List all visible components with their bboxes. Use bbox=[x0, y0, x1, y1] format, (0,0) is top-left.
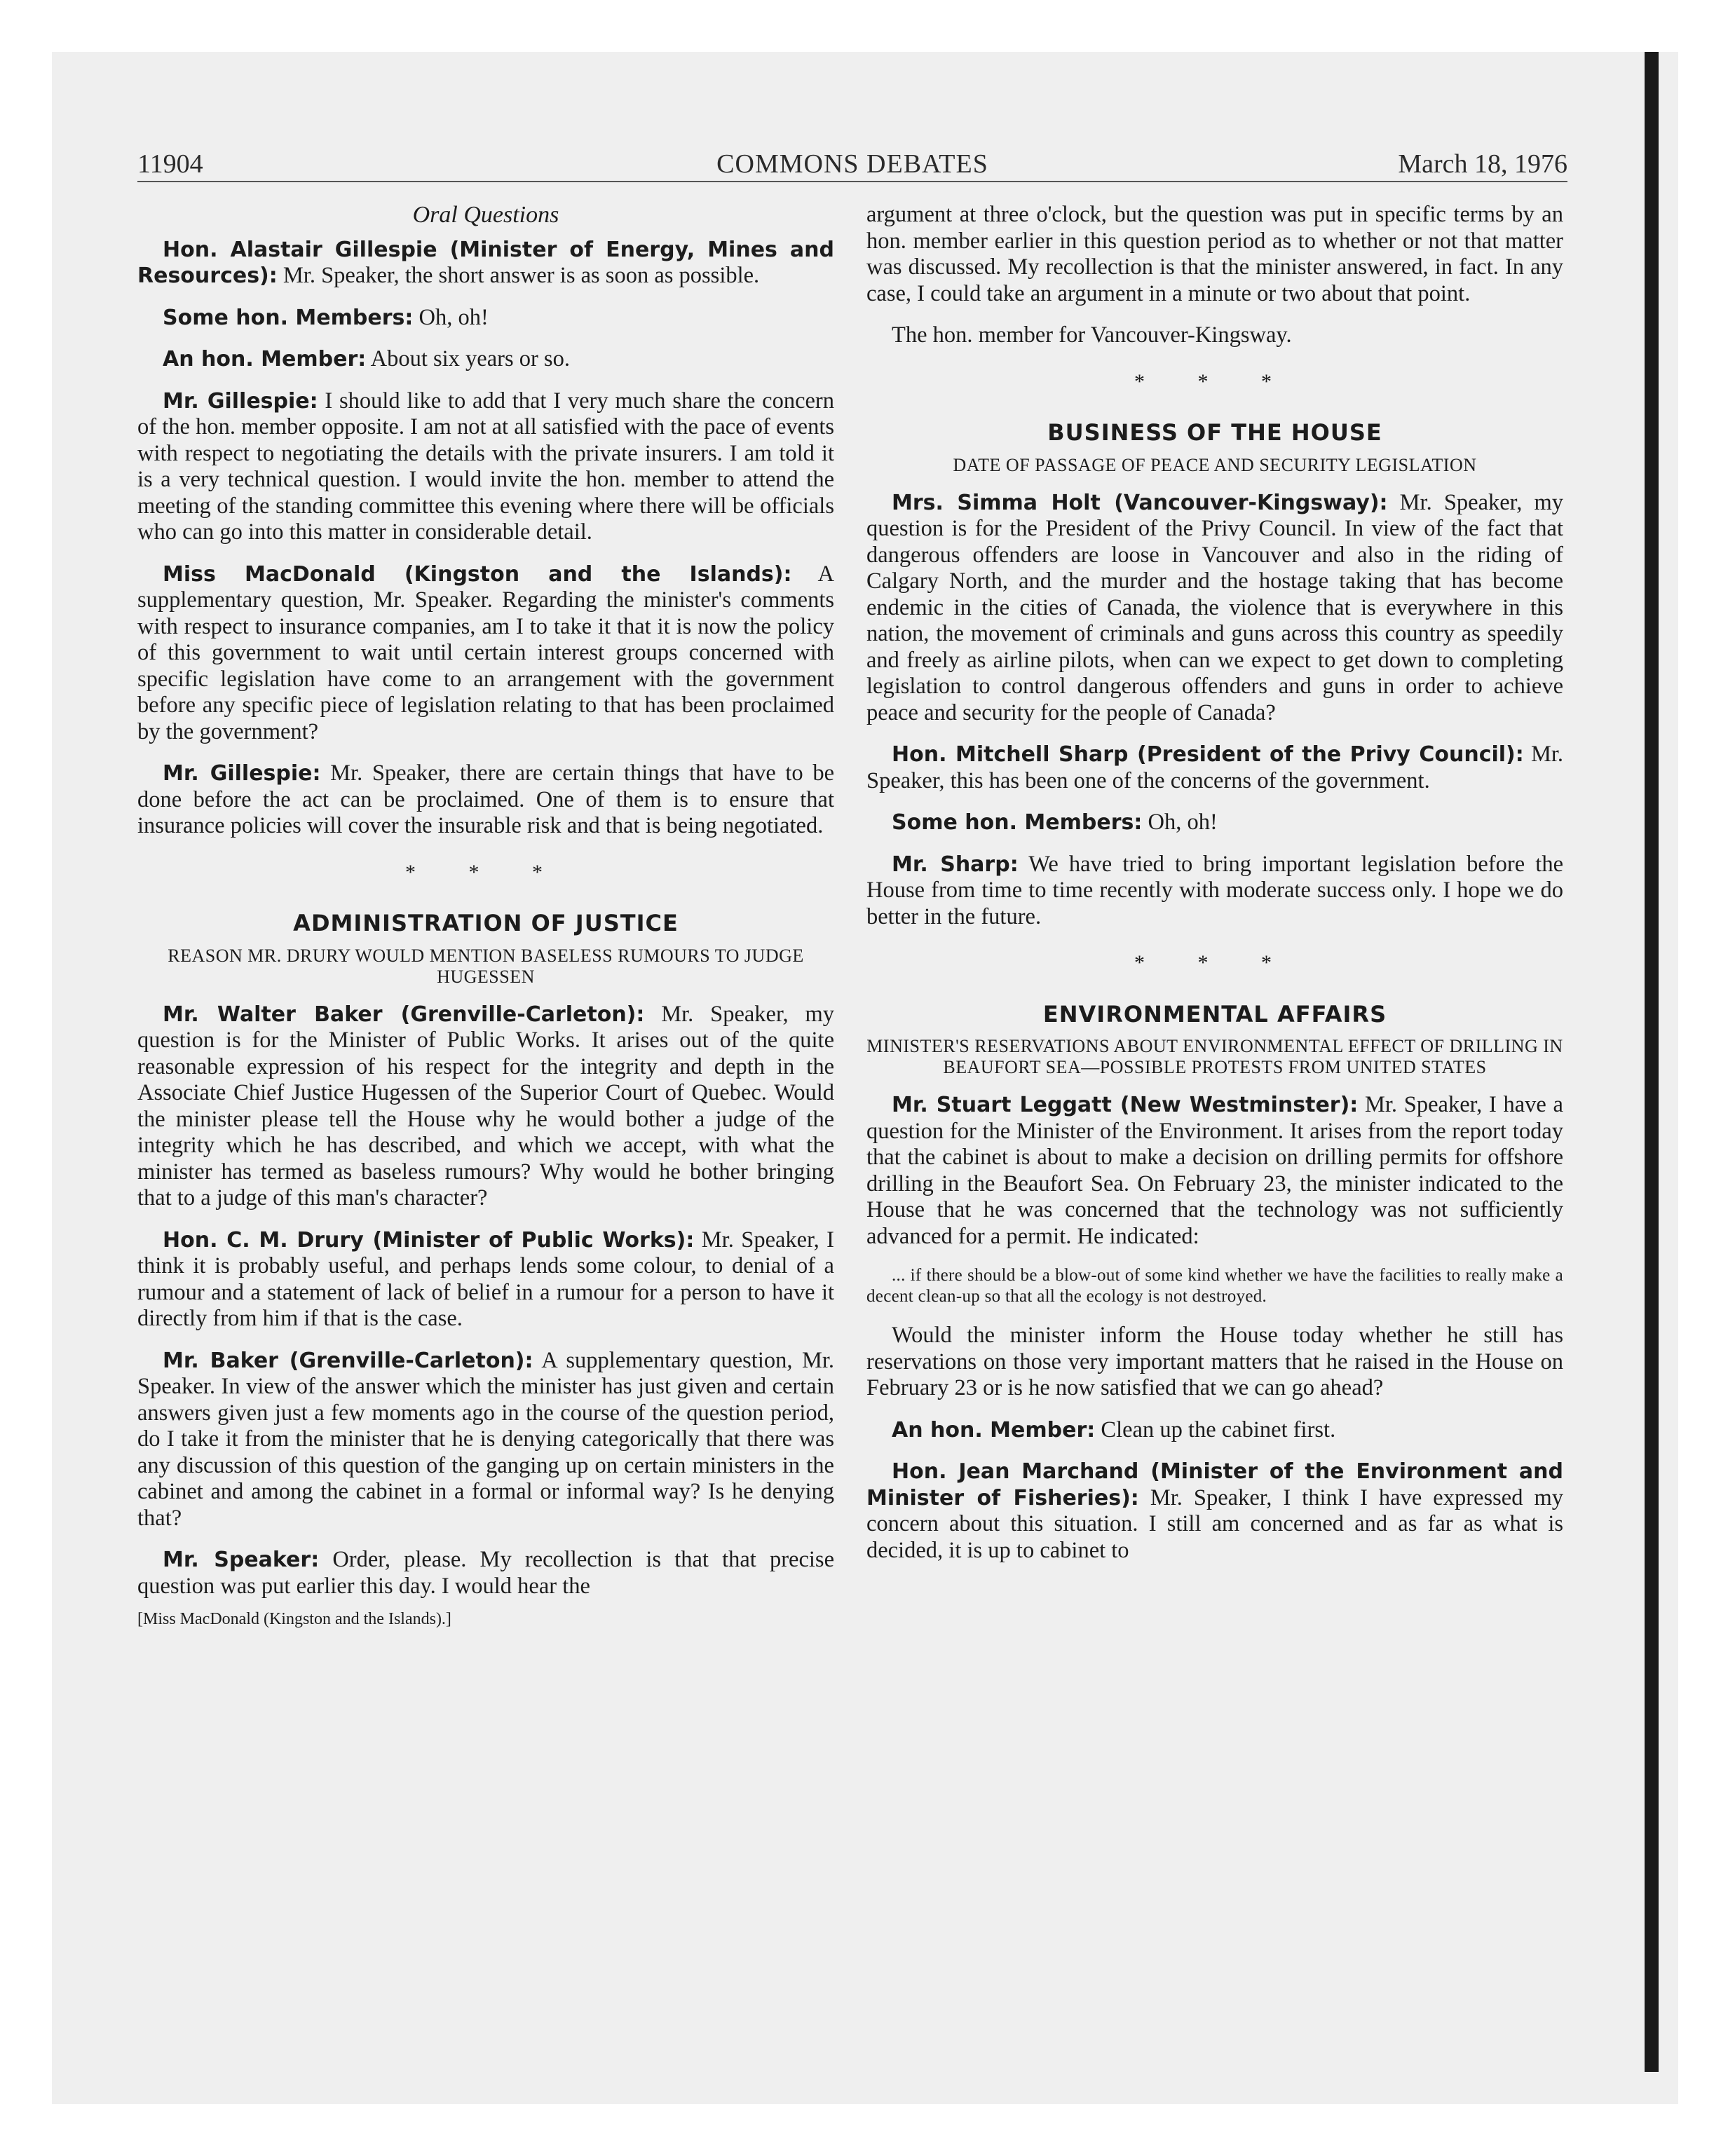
speech-text: Mr. Speaker, I have a question for the Minister of the Environment. It arises from the report today that the cabinet is about to make a decision on drilling permits for offshore drilling in the Beaufort Sea. On February 23, the minister indicated to the House that he was concerned that the technology was not sufficiently advanced for a permit. He indicated: bbox=[866, 1092, 1563, 1249]
speaker-name: Hon. Jean Marchand (Minister of the Environment and Minister of Fisheries): bbox=[866, 1459, 1563, 1510]
speaker-name: Hon. C. M. Drury (Minister of Public Works): bbox=[163, 1227, 695, 1253]
speech-text: Clean up the cabinet first. bbox=[1095, 1417, 1336, 1442]
speaker-name: An hon. Member: bbox=[163, 347, 367, 371]
speech-text: Mr. Speaker, my question is for the Minister of Public Works. It arises out of the quite reasonable expression of his respect for the integrity and depth in the Associate Chief Justice Hugessen of the Superior Court of Quebec. Would the minister please tell the House why he would bother a judge of the integrity which he has described, and which we accept, with what the minister has termed as baseless rumours? Why would he bother bringing that to a judge of this man's character? bbox=[137, 1001, 834, 1210]
speaker-name: Mr. Speaker: bbox=[163, 1548, 320, 1572]
speech-text: A supplementary question, Mr. Speaker. In view of the answer which the minister has just given and certain answers given just a few moments ago in the course of the question period, do I take it from the minister that he is denying categorically that there was any discussion of this question of the ganging up on certain ministers in the cabinet and among the cabinet in a formal or informal way? Is he denying that? bbox=[137, 1347, 835, 1531]
header-rule bbox=[137, 181, 1567, 182]
speaker-name: Hon. Mitchell Sharp (President of the Privy Council): bbox=[892, 742, 1524, 767]
block-quote: ... if there should be a blow-out of some kind whether we have the facilities to really make a decent clean-up so that all the ecology is not destroyed. bbox=[866, 1266, 1563, 1306]
section-separator: * * * bbox=[405, 860, 566, 884]
speaker-name: Some hon. Members: bbox=[163, 305, 414, 330]
speech-text: Oh, oh! bbox=[413, 304, 489, 330]
left-column bbox=[137, 202, 834, 1629]
paragraph bbox=[866, 1417, 1563, 1444]
section-heading: BUSINESS OF THE HOUSE bbox=[1047, 419, 1382, 446]
speaker-name: Mr. Gillespie: bbox=[163, 761, 321, 786]
section-subheading: REASON MR. DRURY WOULD MENTION BASELESS RUMOURS TO JUDGE HUGESSEN bbox=[168, 945, 804, 987]
paragraph bbox=[137, 1348, 834, 1532]
page-header bbox=[137, 149, 1567, 179]
speaker-name: An hon. Member: bbox=[892, 1417, 1096, 1442]
paragraph bbox=[137, 760, 834, 840]
speaker-name: Miss MacDonald (Kingston and the Islands): bbox=[163, 561, 792, 587]
speaker-name: Hon. Alastair Gillespie (Minister of Energy, Mines and Resources): bbox=[137, 237, 834, 288]
paragraph bbox=[137, 1002, 834, 1212]
paragraph bbox=[866, 810, 1563, 836]
paragraph bbox=[866, 1459, 1563, 1564]
section-subheading: MINISTER'S RESERVATIONS ABOUT ENVIRONMENTAL EFFECT OF DRILLING IN BEAUFORT SEA—POSSIBLE PROTESTS FROM UNITED STATES bbox=[866, 1036, 1563, 1077]
paragraph bbox=[137, 1547, 834, 1599]
speech-text: Oh, oh! bbox=[1142, 810, 1218, 835]
paragraph bbox=[137, 388, 834, 546]
speech-text: Mr. Speaker, this has been one of the concerns of the government. bbox=[866, 742, 1563, 793]
speech-text: Mr. Speaker, my question is for the President of the Privy Council. In view of the fact that dangerous offenders are loose in Vancouver and also in the riding of Calgary North, and the murder and the hostage taking that has become endemic in the cities of Canada, the violence that is everywhere in this nation, the movement of criminals and guns across this country as speedily and freely as airline pilots, when can we expect to get down to completing legislation to control dangerous offenders and guns in order to achieve peace and security for the people of Canada? bbox=[866, 489, 1563, 725]
publication-date: March 18, 1976 bbox=[1398, 149, 1567, 179]
speaker-name: Mr. Walter Baker (Grenville-Carleton): bbox=[163, 1002, 645, 1027]
speaker-name: Mrs. Simma Holt (Vancouver-Kingsway): bbox=[892, 490, 1388, 515]
speaker-name: Mr. Gillespie: bbox=[163, 388, 318, 414]
speech-text: Order, please. My recollection is that that precise question was put earlier this day. I would hear the bbox=[137, 1547, 834, 1599]
paragraph bbox=[137, 305, 834, 332]
speech-text: We have tried to bring important legislation before the House from time to time recently with moderate success only. I hope we do better in the future. bbox=[866, 851, 1564, 929]
speech-text: Mr. Speaker, the short answer is as soon as possible. bbox=[277, 263, 760, 288]
paragraph: The hon. member for Vancouver-Kingsway. bbox=[892, 322, 1292, 348]
publication-title: COMMONS DEBATES bbox=[716, 149, 988, 179]
speech-text: About six years or so. bbox=[366, 346, 570, 371]
section-separator: * * * bbox=[1134, 951, 1295, 974]
section-heading: ENVIRONMENTAL AFFAIRS bbox=[1042, 1000, 1387, 1028]
paragraph bbox=[866, 1092, 1563, 1250]
speech-text: I should like to add that I very much share the concern of the hon. member opposite. I am not at all satisfied with the pace of events with respect to negotiating the details with the private insurers. I am told it is a very technical question. I would invite the hon. member to attend the meeting of the standing committee this evening where there will be officials who can go into this matter in considerable detail. bbox=[137, 388, 834, 545]
speech-text: Mr. Speaker, I think I have expressed my concern about this situation. I still am concerned and as far as what is decided, it is up to cabinet to bbox=[866, 1485, 1563, 1563]
speaker-name: Some hon. Members: bbox=[892, 810, 1143, 835]
paragraph bbox=[137, 346, 834, 373]
paragraph bbox=[137, 237, 834, 289]
speech-text: A supplementary question, Mr. Speaker. Regarding the minister's comments with respect to insurance companies, am I to take it that it is now the policy of this government to wait until certain interest groups concerned with specific legislation have come to an arrangement with the government before any specific piece of legislation relating to that has been proclaimed by the government? bbox=[137, 561, 834, 744]
paragraph bbox=[137, 1227, 834, 1332]
speech-text: Mr. Speaker, I think it is probably useful, and perhaps lends some colour, to denial of a rumour and a statement of lack of belief in a rumour for a person to have it directly from him if that is the case. bbox=[137, 1227, 834, 1331]
paragraph bbox=[866, 490, 1563, 727]
speaker-name: Mr. Sharp: bbox=[892, 852, 1019, 877]
paragraph bbox=[137, 561, 834, 746]
section-separator: * * * bbox=[1134, 369, 1295, 393]
right-column bbox=[866, 202, 1563, 1579]
speaker-name: Mr. Stuart Leggatt (New Westminster): bbox=[892, 1093, 1359, 1117]
running-head: Oral Questions bbox=[412, 202, 559, 228]
paragraph bbox=[866, 742, 1563, 794]
section-heading: ADMINISTRATION OF JUSTICE bbox=[293, 910, 679, 936]
section-subheading: DATE OF PASSAGE OF PEACE AND SECURITY LEGISLATION bbox=[953, 454, 1477, 475]
paragraph: argument at three o'clock, but the question was put in specific terms by an hon. member earlier in this question period as to whether or not that matter was discussed. My recollection is that the minister answered, in fact. In any case, I could take an argument in a minute or two about that point. bbox=[866, 202, 1563, 306]
speech-text: Mr. Speaker, there are certain things that have to be done before the act can be proclaimed. One of them is to ensure that insurance policies will cover the insurable risk and that is being negotiated. bbox=[137, 760, 834, 838]
paragraph bbox=[866, 852, 1563, 931]
speaker-name: Mr. Baker (Grenville-Carleton): bbox=[163, 1348, 533, 1373]
footnote: [Miss MacDonald (Kingston and the Islands).] bbox=[137, 1610, 451, 1628]
scan-edge-shadow bbox=[1645, 52, 1659, 2072]
page-number: 11904 bbox=[137, 149, 203, 179]
paragraph: Would the minister inform the House today whether he still has reservations on those very important matters that he raised in the House on February 23 or is he now satisfied that we can go ahead? bbox=[866, 1323, 1563, 1400]
